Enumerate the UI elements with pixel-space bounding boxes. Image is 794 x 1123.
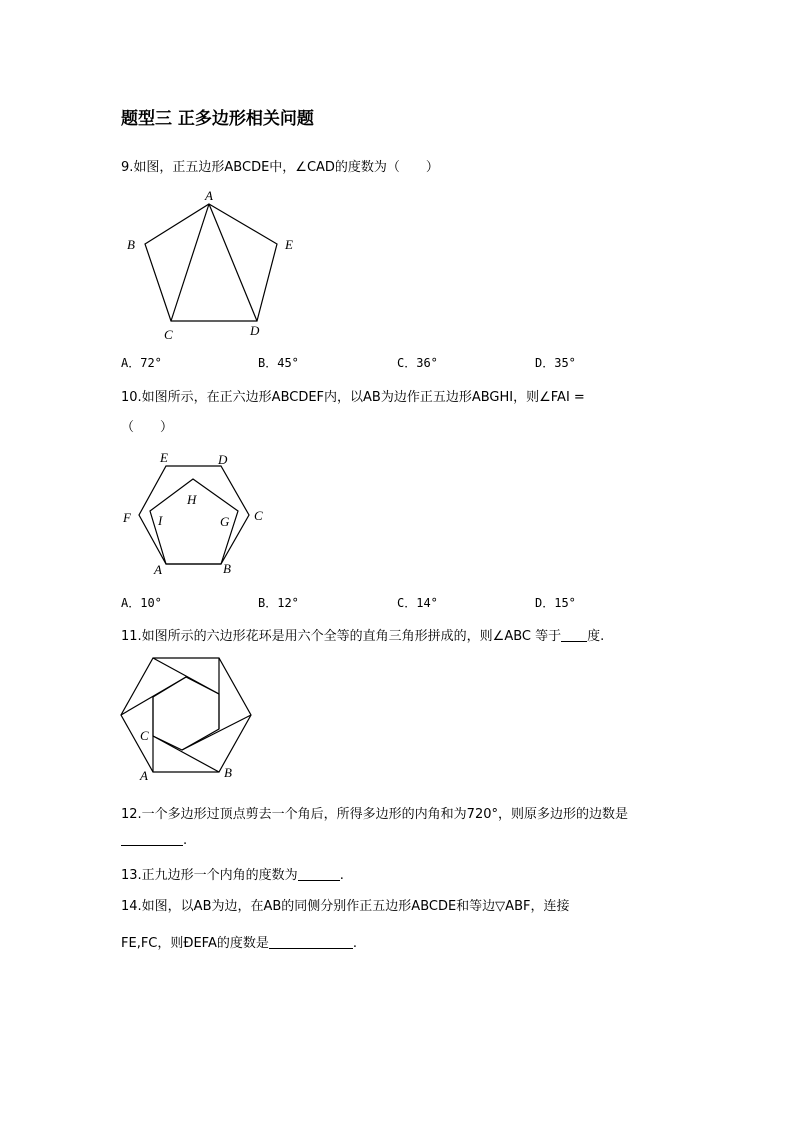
- label-c: C: [164, 327, 173, 342]
- question-9-stem: 9.如图，正五边形ABCDE中，∠CAD的度数为（ ）: [121, 160, 439, 175]
- label-h: H: [187, 492, 197, 507]
- question-13-stem: [121, 864, 344, 883]
- q9-option-c: C．36°: [397, 356, 438, 370]
- label-a: A: [140, 768, 148, 783]
- q13-after: .: [339, 868, 344, 883]
- outer-hexagon: [121, 658, 251, 772]
- q11-stem-after: 度.: [587, 629, 605, 644]
- question-10-stem: 10.如图所示，在正六边形ABCDEF内，以AB为边作正五边形ABGHI，则∠FAI =: [121, 390, 585, 405]
- label-b: B: [127, 237, 135, 252]
- label-f: F: [123, 510, 131, 525]
- q14-line2-after: .: [352, 936, 357, 951]
- label-i: I: [158, 513, 163, 528]
- q10-option-d: D．15°: [535, 596, 576, 610]
- q9-option-a: A．72°: [121, 356, 162, 370]
- label-b: B: [223, 561, 231, 576]
- label-g: G: [220, 514, 230, 529]
- label-d: D: [250, 323, 260, 338]
- question-14-stem: 14.如图，以AB为边，在AB的同侧分别作正五边形ABCDE和等边▽ABF，连接: [121, 899, 570, 914]
- q13-answer-blank[interactable]: [298, 868, 340, 881]
- q9-option-b: B．45°: [258, 356, 299, 370]
- question-12-stem: 12.一个多边形过顶点剪去一个角后，所得多边形的内角和为720°，则原多边形的边数是: [121, 807, 628, 822]
- label-c: C: [254, 508, 263, 523]
- section-title: 题型三 正多边形相关问题: [121, 109, 314, 129]
- label-a: A: [205, 188, 213, 203]
- q13-before: 13.正九边形一个内角的度数为: [121, 868, 298, 883]
- question-10-stem-line2: （ ）: [121, 420, 174, 435]
- q10-option-b: B．12°: [258, 596, 299, 610]
- q10-option-a: A．10°: [121, 596, 162, 610]
- label-c: C: [140, 728, 149, 743]
- q11-stem-before: 11.如图所示的六边形花环是用六个全等的直角三角形拼成的，则∠ABC 等于: [121, 629, 562, 644]
- label-b: B: [224, 765, 232, 780]
- q10-option-c: C．14°: [397, 596, 438, 610]
- label-e: E: [160, 450, 168, 465]
- q12-line2-after: .: [183, 833, 188, 848]
- wreath-line-4: [153, 736, 219, 772]
- label-d: D: [218, 452, 228, 467]
- question-14-line2: [121, 932, 357, 951]
- label-e: E: [285, 237, 293, 252]
- q14-answer-blank[interactable]: [269, 936, 353, 949]
- label-a: A: [154, 562, 162, 577]
- wreath-line-1: [153, 658, 219, 694]
- q12-answer-blank[interactable]: [121, 833, 183, 846]
- q14-line2-before: FE,FC，则ÐEFA的度数是: [121, 936, 269, 951]
- q9-option-d: D．35°: [535, 356, 576, 370]
- question-12-line2: [121, 833, 187, 848]
